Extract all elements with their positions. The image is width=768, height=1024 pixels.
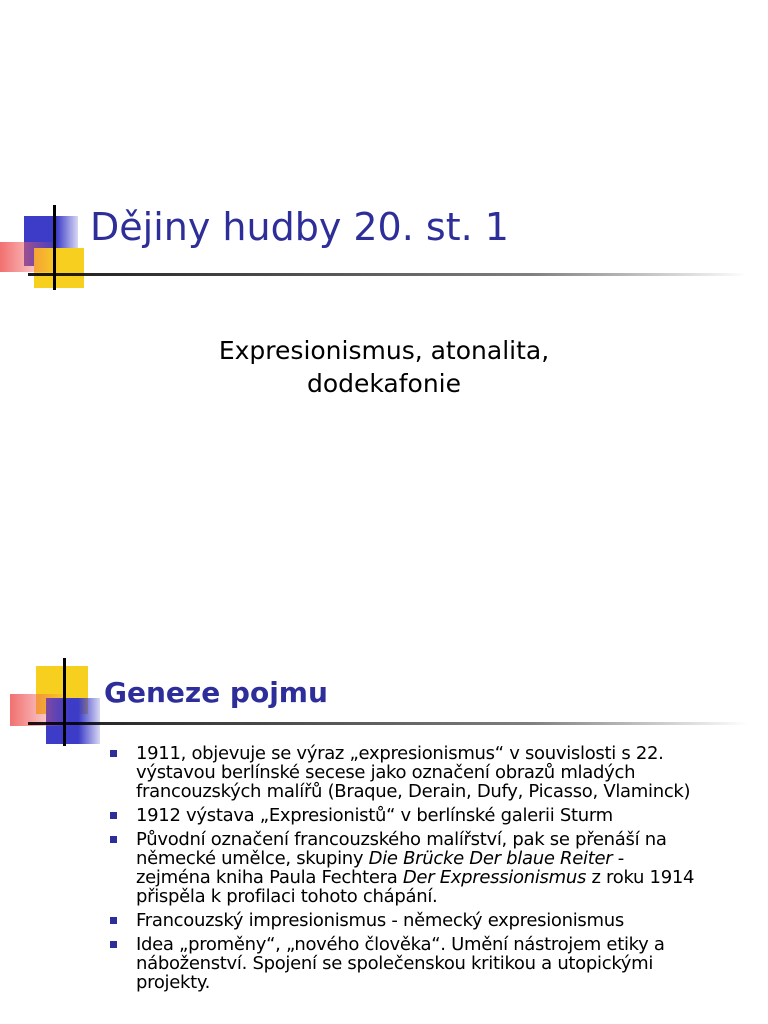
italic-title: Die Brücke Der blaue Reiter <box>368 848 613 869</box>
list-item-text: Původní označení francouzského malířství, pak se přenáší na <box>136 829 667 850</box>
deco-red-bar <box>10 694 70 726</box>
list-item-text: náboženství. Spojení se společenskou kritikou a utopickými <box>136 953 654 974</box>
list-item-text-part: německé umělce, skupiny <box>136 848 369 869</box>
square-bullet-icon <box>110 750 117 757</box>
content-slide <box>0 512 768 1024</box>
slide-subtitle <box>150 334 618 400</box>
square-bullet-icon <box>110 836 117 843</box>
slide-title: Dějiny hudby 20. st. 1 <box>90 205 509 249</box>
list-item-text: Francouzský impresionismus - německý expresionismus <box>136 910 624 931</box>
deco-vertical-line <box>63 658 66 746</box>
list-item-text: přispěla k profilaci tohoto chápání. <box>136 886 438 907</box>
list-item-text: projekty. <box>136 972 211 993</box>
list-item-text: výstavou berlínské secese jako označení obrazů mladých <box>136 762 636 783</box>
italic-title: Der Expressionismus <box>402 867 587 888</box>
deco-vertical-line <box>53 205 56 290</box>
bullet-list <box>106 744 746 997</box>
list-item <box>106 911 746 930</box>
deco-horizontal-line <box>28 722 748 725</box>
list-item-text <box>136 849 746 868</box>
list-item-text-part: zejména kniha Paula Fechtera <box>136 867 403 888</box>
list-item-text: 1911, objevuje se výraz „expresionismus“ v souvislosti s 22. <box>136 743 664 764</box>
list-item-text: francouzských malířů (Braque, Derain, Dufy, Picasso, Vlaminck) <box>136 781 691 802</box>
list-item-text <box>136 868 746 887</box>
slide-title: Geneze pojmu <box>104 676 328 709</box>
list-item <box>106 744 746 801</box>
square-bullet-icon <box>110 941 117 948</box>
square-bullet-icon <box>110 812 117 819</box>
list-item <box>106 935 746 992</box>
list-item-text-part: z roku 1914 <box>586 867 695 888</box>
square-bullet-icon <box>110 917 117 924</box>
list-item <box>106 806 746 825</box>
subtitle-line: dodekafonie <box>306 369 462 398</box>
list-item <box>106 830 746 906</box>
deco-horizontal-line <box>28 273 748 276</box>
subtitle-line: Expresionismus, atonalita, <box>218 336 550 365</box>
list-item-text: 1912 výstava „Expresionistů“ v berlínské galerii Sturm <box>136 805 613 826</box>
list-item-text-part: - <box>612 848 624 869</box>
deco-red-bar <box>0 242 60 272</box>
list-item-text: Idea „proměny“, „nového člověka“. Umění nástrojem etiky a <box>136 934 665 955</box>
